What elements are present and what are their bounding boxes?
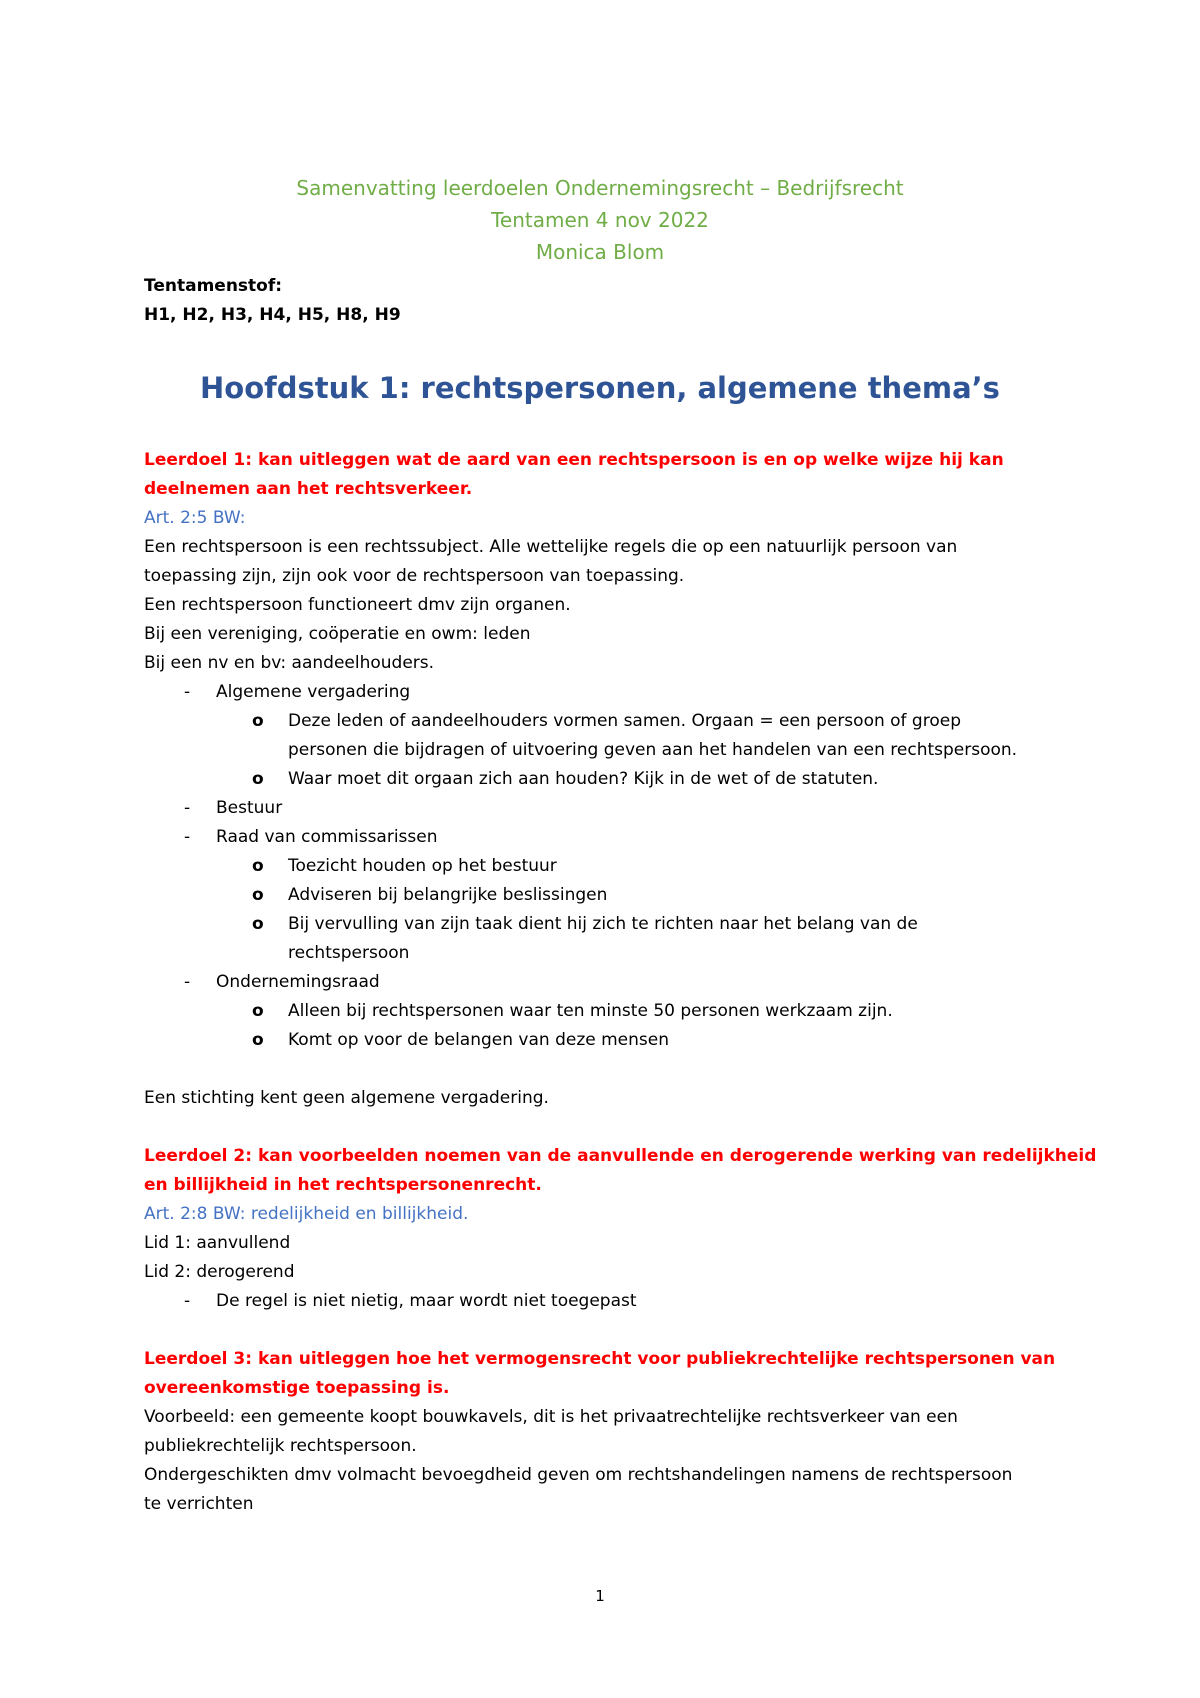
- paragraph-line: Voorbeeld: een gemeente koopt bouwkavels, dit is het privaatrechtelijke rechtsverkeer van een: [144, 1407, 958, 1427]
- list-item: [144, 794, 1064, 823]
- sub-list-item: [144, 1026, 1064, 1055]
- list-item-text: Algemene vergadering: [216, 682, 411, 702]
- sub-list-item: [144, 997, 1064, 1026]
- paragraph-line: Ondergeschikten dmv volmacht bevoegdheid geven om rechtshandelingen namens de rechtspersoon: [144, 1465, 1013, 1485]
- paragraph-line: toepassing zijn, zijn ook voor de rechtspersoon van toepassing.: [144, 566, 685, 586]
- sub-list-item-continuation: [144, 736, 1064, 765]
- sub-list-item: [144, 852, 1064, 881]
- paragraph-line: Lid 2: derogerend: [144, 1262, 295, 1282]
- dash-bullet: -: [184, 1291, 191, 1311]
- circle-bullet: o: [252, 914, 264, 934]
- circle-bullet: o: [252, 1001, 264, 1021]
- goal-1-title-line1: Leerdoel 1: kan uitleggen wat de aard van een rechtspersoon is en op welke wijze hij kan: [144, 450, 1004, 470]
- paragraph-line: Een rechtspersoon functioneert dmv zijn organen.: [144, 595, 571, 615]
- goal-1-article: Art. 2:5 BW:: [144, 508, 246, 528]
- list-item: [144, 678, 1064, 707]
- goal-2-title-line2: en billijkheid in het rechtspersonenrecht.: [144, 1175, 542, 1195]
- sub-list-item-text: personen die bijdragen of uitvoering geven aan het handelen van een rechtspersoon.: [288, 740, 1018, 760]
- sub-list-item: [144, 881, 1064, 910]
- sub-list-item-text: Deze leden of aandeelhouders vormen samen. Orgaan = een persoon of groep: [288, 711, 961, 731]
- list-item: [144, 1287, 1064, 1316]
- circle-bullet: o: [252, 856, 264, 876]
- chapter-body: [144, 446, 1097, 1519]
- list-item-text: De regel is niet nietig, maar wordt niet toegepast: [216, 1291, 637, 1311]
- circle-bullet: o: [252, 769, 264, 789]
- dash-bullet: -: [184, 827, 191, 847]
- sub-list-item: [144, 910, 1064, 939]
- spacer: [144, 1055, 1064, 1084]
- sub-list-item: [144, 765, 1064, 794]
- sub-list-item-text: Toezicht houden op het bestuur: [288, 856, 557, 876]
- exam-material-chapters: H1, H2, H3, H4, H5, H8, H9: [144, 305, 401, 325]
- dash-bullet: -: [184, 682, 191, 702]
- page-number: 1: [595, 1587, 605, 1605]
- goal-1-title-line2: deelnemen aan het rechtsverkeer.: [144, 479, 473, 499]
- circle-bullet: o: [252, 885, 264, 905]
- paragraph-line: Een stichting kent geen algemene vergadering.: [144, 1088, 549, 1108]
- paragraph-line: Bij een vereniging, coöperatie en owm: leden: [144, 624, 531, 644]
- sub-list-item: [144, 707, 1064, 736]
- goal-2-title-line1: Leerdoel 2: kan voorbeelden noemen van de aanvullende en derogerende werking van redelijkheid: [144, 1146, 1097, 1166]
- paragraph-line: te verrichten: [144, 1494, 254, 1514]
- circle-bullet: o: [252, 711, 264, 731]
- paragraph-line: publiekrechtelijk rechtspersoon.: [144, 1436, 417, 1456]
- chapter-heading: Hoofdstuk 1: rechtspersonen, algemene thema’s: [200, 371, 1000, 405]
- goal-2-article: Art. 2:8 BW: redelijkheid en billijkheid.: [144, 1204, 469, 1224]
- paragraph-line: Lid 1: aanvullend: [144, 1233, 291, 1253]
- paragraph-line: Bij een nv en bv: aandeelhouders.: [144, 653, 435, 673]
- document-title-block: [0, 172, 1200, 268]
- dash-bullet: -: [184, 972, 191, 992]
- goal-3-title-line2: overeenkomstige toepassing is.: [144, 1378, 450, 1398]
- sub-list-item-text: Komt op voor de belangen van deze mensen: [288, 1030, 670, 1050]
- sub-list-item-text: Alleen bij rechtspersonen waar ten minste 50 personen werkzaam zijn.: [288, 1001, 893, 1021]
- author-name: Monica Blom: [535, 240, 665, 264]
- spacer: [144, 1316, 1064, 1345]
- exam-date: Tentamen 4 nov 2022: [491, 208, 709, 232]
- goal-3-title-line1: Leerdoel 3: kan uitleggen hoe het vermogensrecht voor publiekrechtelijke rechtspersonen van: [144, 1349, 1056, 1369]
- list-item: [144, 823, 1064, 852]
- list-item: [144, 968, 1064, 997]
- list-item-text: Ondernemingsraad: [216, 972, 380, 992]
- sub-list-item-continuation: [144, 939, 1064, 968]
- dash-bullet: -: [184, 798, 191, 818]
- sub-list-item-text: Adviseren bij belangrijke beslissingen: [288, 885, 608, 905]
- sub-list-item-text: Bij vervulling van zijn taak dient hij zich te richten naar het belang van de: [288, 914, 918, 934]
- sub-list-item-text: Waar moet dit orgaan zich aan houden? Kijk in de wet of de statuten.: [288, 769, 879, 789]
- list-item-text: Bestuur: [216, 798, 283, 818]
- paragraph-line: Een rechtspersoon is een rechtssubject. Alle wettelijke regels die op een natuurlijk persoon van: [144, 537, 958, 557]
- list-item-text: Raad van commissarissen: [216, 827, 438, 847]
- exam-material-label: Tentamenstof:: [144, 276, 283, 296]
- spacer: [144, 1113, 1064, 1142]
- exam-material-block: [144, 272, 1064, 330]
- document-title: Samenvatting leerdoelen Ondernemingsrecht – Bedrijfsrecht: [296, 176, 904, 200]
- sub-list-item-text: rechtspersoon: [288, 943, 410, 963]
- circle-bullet: o: [252, 1030, 264, 1050]
